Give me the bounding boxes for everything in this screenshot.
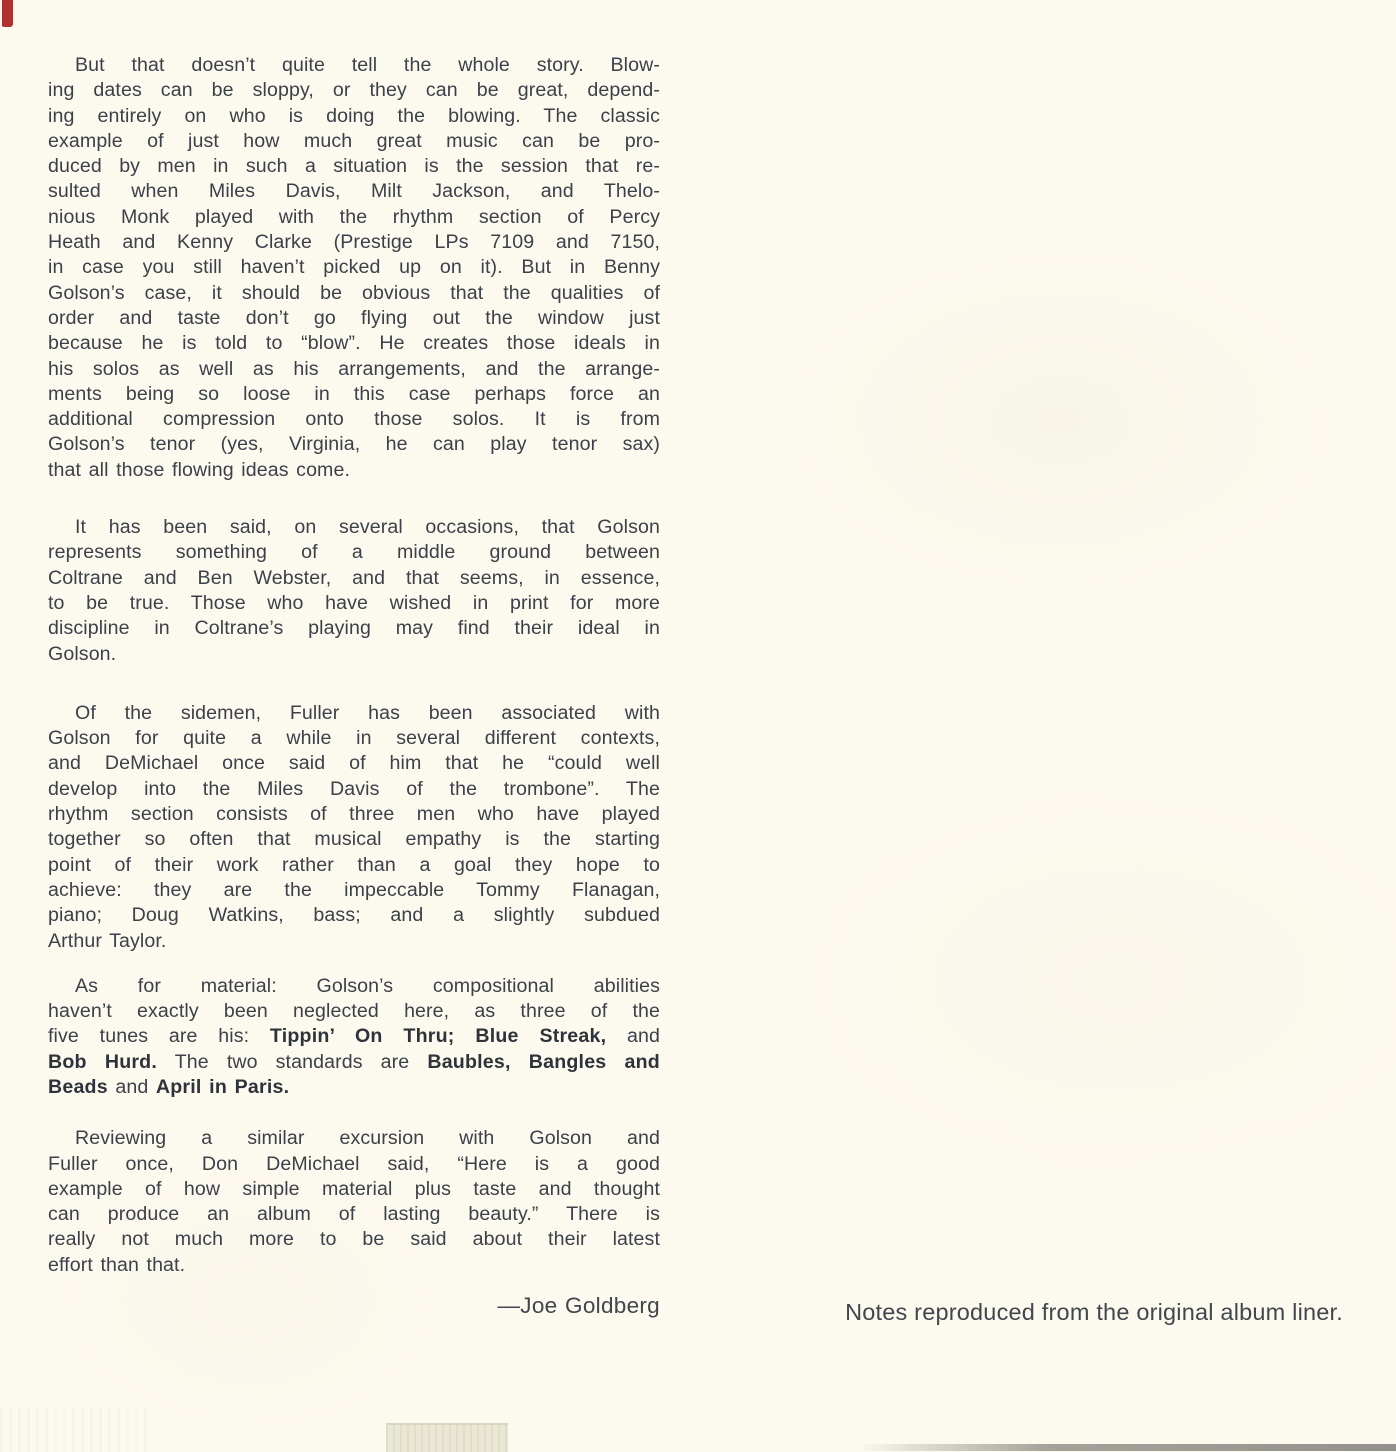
text-line <box>48 1202 660 1227</box>
text-segment: Heath and Kenny Clarke (Prestige LPs 7109 and 7150, <box>48 231 660 254</box>
text-line <box>48 777 660 802</box>
text-segment: ing entirely on who is doing the blowing. The classic <box>48 104 660 127</box>
text-line <box>48 802 660 827</box>
text-line <box>48 878 660 903</box>
text-segment: and <box>107 1075 156 1098</box>
paragraph <box>48 515 660 667</box>
text-line <box>48 540 660 565</box>
text-segment: example of just how much great music can be pro- <box>48 129 660 152</box>
text-segment: But that doesn’t quite tell the whole story. Blow- <box>75 54 660 76</box>
text-line <box>48 154 660 179</box>
text-segment: Fuller once, Don DeMichael said, “Here is a good <box>48 1152 660 1175</box>
reissue-caption: Notes reproduced from the original album liner. <box>845 1299 1343 1325</box>
text-segment: ments being so loose in this case perhaps force an <box>48 382 660 405</box>
text-line <box>48 104 660 129</box>
text-segment: sulted when Miles Davis, Milt Jackson, and Thelo- <box>48 180 660 203</box>
text-segment: five tunes are his: <box>48 1025 270 1048</box>
red-scan-mark <box>2 0 13 27</box>
text-line <box>48 515 660 540</box>
text-segment: Coltrane and Ben Webster, and that seems, in essence, <box>48 566 660 589</box>
text-segment: discipline in Coltrane’s playing may find their ideal in <box>48 617 660 640</box>
text-segment: his solos as well as his arrangements, and the arrange- <box>48 357 660 380</box>
text-line <box>48 205 660 230</box>
paragraph <box>48 53 660 483</box>
scan-artifact-block <box>386 1423 508 1452</box>
text-line <box>48 281 660 306</box>
text-line <box>48 701 660 726</box>
text-line <box>48 1152 660 1177</box>
text-line <box>48 974 660 999</box>
text-line <box>48 616 660 641</box>
text-segment: Reviewing a similar excursion with Golson and <box>75 1127 660 1150</box>
text-segment: in case you still haven’t picked up on it). But in Benny <box>48 256 660 279</box>
text-segment: example of how simple material plus taste and thought <box>48 1177 660 1200</box>
song-title: Bob Hurd. <box>48 1050 157 1073</box>
text-segment: together so often that musical empathy is the starting <box>48 828 660 851</box>
text-line <box>48 230 660 255</box>
paragraph <box>48 701 660 954</box>
text-line <box>48 1177 660 1202</box>
song-title: Baubles, Bangles and <box>427 1050 660 1073</box>
text-segment: The two standards are <box>157 1050 428 1073</box>
text-line <box>48 853 660 878</box>
text-line <box>48 1227 660 1252</box>
text-line <box>48 751 660 776</box>
text-line <box>48 331 660 356</box>
text-line <box>48 306 660 331</box>
text-line <box>48 1050 660 1075</box>
text-segment: Arthur Taylor. <box>48 929 167 952</box>
text-line <box>48 642 660 667</box>
text-segment: and DeMichael once said of him that he “could well <box>48 752 660 775</box>
text-line <box>48 929 660 954</box>
text-segment: Golson’s tenor (yes, Virginia, he can play tenor sax) <box>48 433 660 456</box>
text-segment: and <box>606 1025 660 1048</box>
text-segment: Golson’s case, it should be obvious that the qualities of <box>48 281 660 304</box>
text-segment: develop into the Miles Davis of the trombone”. The <box>48 777 660 800</box>
text-segment: really not much more to be said about their latest <box>48 1228 660 1251</box>
text-segment: Golson. <box>48 642 117 665</box>
paragraph <box>48 974 660 1100</box>
paragraph <box>48 1126 660 1278</box>
text-segment: ing dates can be sloppy, or they can be great, depend- <box>48 79 660 102</box>
text-line <box>48 129 660 154</box>
song-title: Tippin’ On Thru; Blue Streak, <box>269 1025 607 1048</box>
text-line <box>48 903 660 928</box>
text-line <box>48 726 660 751</box>
text-segment: nious Monk played with the rhythm section of Percy <box>48 205 660 228</box>
text-line <box>48 458 660 483</box>
text-line <box>48 78 660 103</box>
text-segment: achieve: they are the impeccable Tommy Flanagan, <box>48 878 660 901</box>
text-segment: because he is told to “blow”. He creates those ideals in <box>48 332 660 355</box>
scan-artifact-strip <box>858 1444 1396 1451</box>
text-segment: point of their work rather than a goal they hope to <box>48 853 660 876</box>
text-line <box>48 1024 660 1049</box>
song-title: Beads <box>48 1075 108 1098</box>
text-segment: to be true. Those who have wished in print for more <box>48 591 660 614</box>
text-segment: rhythm section consists of three men who have played <box>48 803 660 826</box>
author-signature: —Joe Goldberg <box>497 1293 660 1319</box>
text-segment: As for material: Golson’s compositional abilities <box>75 974 660 997</box>
text-segment: order and taste don’t go flying out the window just <box>48 306 660 329</box>
text-segment: It has been said, on several occasions, that Golson <box>75 516 660 539</box>
text-line <box>48 179 660 204</box>
text-line <box>48 999 660 1024</box>
text-segment: represents something of a middle ground between <box>48 541 660 564</box>
text-line <box>48 357 660 382</box>
text-line <box>48 382 660 407</box>
text-segment: effort than that. <box>48 1253 186 1276</box>
text-segment: duced by men in such a situation is the session that re- <box>48 155 660 178</box>
text-line <box>48 1126 660 1151</box>
song-title: April in Paris. <box>155 1075 290 1098</box>
text-segment: that all those flowing ideas come. <box>48 458 351 481</box>
text-segment: Of the sidemen, Fuller has been associated with <box>75 701 660 724</box>
text-segment: can produce an album of lasting beauty.” There is <box>48 1203 660 1226</box>
text-segment: haven’t exactly been neglected here, as three of the <box>48 1000 660 1023</box>
liner-notes-article <box>48 53 660 1318</box>
text-segment: Golson for quite a while in several different contexts, <box>48 727 660 750</box>
text-segment: additional compression onto those solos. It is from <box>48 408 660 431</box>
text-line <box>48 827 660 852</box>
text-line <box>48 432 660 457</box>
text-line <box>48 591 660 616</box>
text-line <box>48 53 660 78</box>
text-line <box>48 255 660 280</box>
text-line <box>48 1253 660 1278</box>
text-segment: piano; Doug Watkins, bass; and a slightly subdued <box>48 904 660 927</box>
text-line <box>48 407 660 432</box>
text-line <box>48 566 660 591</box>
scan-texture-artifact <box>0 1408 150 1452</box>
text-line <box>48 1075 660 1100</box>
